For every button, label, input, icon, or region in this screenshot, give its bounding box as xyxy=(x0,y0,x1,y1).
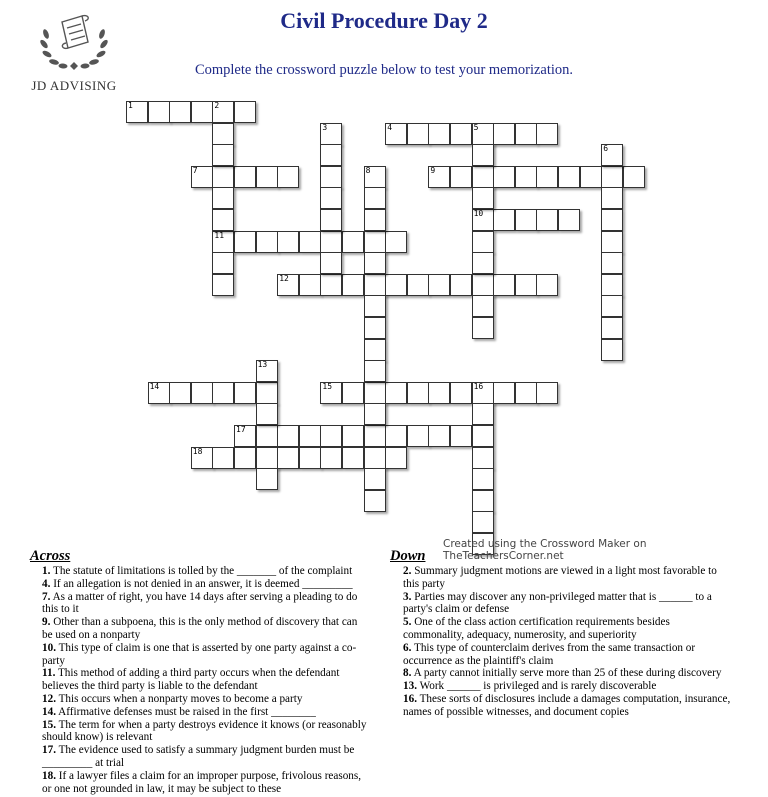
crossword-cell[interactable] xyxy=(256,166,278,188)
clue-number: 6 xyxy=(603,144,609,154)
crossword-cell[interactable] xyxy=(212,144,234,166)
clue-number: 18 xyxy=(192,446,203,456)
crossword-cell[interactable] xyxy=(212,123,234,145)
crossword-cell[interactable] xyxy=(364,403,386,425)
crossword-cell[interactable] xyxy=(191,447,213,469)
crossword-cell[interactable] xyxy=(320,382,342,404)
crossword-cell[interactable] xyxy=(493,382,515,404)
clue-number: 3 xyxy=(322,122,328,132)
crossword-cell[interactable] xyxy=(407,425,429,447)
clue-number: 10 xyxy=(473,209,484,218)
clue-item-text: Summary judgment motions are viewed in a light most favorable to this party xyxy=(403,565,717,590)
down-clue-list xyxy=(403,565,733,719)
crossword-cell[interactable] xyxy=(385,382,407,404)
clue-item-number: 4. xyxy=(42,577,51,590)
crossword-cell[interactable] xyxy=(450,425,472,447)
crossword-cell[interactable] xyxy=(385,425,407,447)
clue-number: 9 xyxy=(430,165,436,175)
crossword-cell[interactable] xyxy=(212,231,234,253)
clue-item-number: 2. xyxy=(403,565,412,577)
crossword-cell[interactable] xyxy=(472,231,494,253)
clue-number: 13 xyxy=(257,360,268,370)
crossword-cell[interactable] xyxy=(364,425,386,447)
clue-number: 1 xyxy=(128,101,133,110)
crossword-cell[interactable] xyxy=(493,166,515,188)
clue-item-text: This method of adding a third party occurs when the defendant believes the third party is liable to the defendant xyxy=(42,667,340,693)
crossword-cell[interactable] xyxy=(148,101,170,123)
clue-item xyxy=(403,591,733,617)
clue-item-text: One of the class action certification requirements besides commonality, adequacy, numerosity, and superiority xyxy=(403,616,670,641)
clue-item xyxy=(42,667,368,693)
crossword-cell[interactable] xyxy=(450,166,472,188)
crossword-cell[interactable] xyxy=(234,382,256,404)
crossword-cell[interactable] xyxy=(472,295,494,317)
crossword-cell[interactable] xyxy=(148,382,170,404)
crossword-cell[interactable] xyxy=(536,209,558,231)
crossword-cell[interactable] xyxy=(277,425,299,447)
crossword-cell[interactable] xyxy=(256,468,278,490)
crossword-cell[interactable] xyxy=(212,166,234,188)
clue-item xyxy=(403,667,733,680)
clue-item-number: 1. xyxy=(42,565,51,577)
crossword-cell[interactable] xyxy=(277,166,299,188)
crossword-cell[interactable] xyxy=(299,447,321,469)
clue-item-number: 8. xyxy=(403,667,412,680)
crossword-cell[interactable] xyxy=(364,382,386,404)
crossword-cell[interactable] xyxy=(364,209,386,231)
clue-item xyxy=(403,642,733,668)
crossword-cell[interactable] xyxy=(472,468,494,490)
clue-item-number: 7. xyxy=(42,590,51,603)
crossword-cell[interactable] xyxy=(234,447,256,469)
clue-item-text: The statute of limitations is tolled by the _______ of the complaint xyxy=(50,565,353,577)
crossword-cell[interactable] xyxy=(450,274,472,296)
crossword-cell[interactable] xyxy=(364,295,386,317)
crossword-cell[interactable] xyxy=(428,274,450,296)
crossword-cell[interactable] xyxy=(212,209,234,231)
crossword-cell[interactable] xyxy=(277,274,299,296)
crossword-cell[interactable] xyxy=(320,209,342,231)
clue-item-text: Other than a subpoena, this is the only method of discovery that can be used on a nonparty xyxy=(42,616,358,641)
crossword-cell[interactable] xyxy=(256,231,278,253)
clue-item xyxy=(403,693,733,719)
crossword-cell[interactable] xyxy=(364,490,386,512)
clue-item-text: This type of claim is one that is asserted by one party against a co-party xyxy=(42,641,357,667)
clue-item-text: As a matter of right, you have 14 days after serving a pleading to do this to it xyxy=(42,590,358,616)
clue-item-number: 12. xyxy=(42,692,56,705)
clue-item xyxy=(42,706,368,719)
clue-item-text: These sorts of disclosures include a damages computation, insurance, names of possible witnesses, and document copies xyxy=(403,692,731,718)
crossword-cell[interactable] xyxy=(342,231,364,253)
clue-number: 7 xyxy=(192,165,198,175)
crossword-cell[interactable] xyxy=(601,317,623,339)
crossword-cell[interactable] xyxy=(364,166,386,188)
clue-item-number: 18. xyxy=(42,769,56,782)
crossword-cell[interactable] xyxy=(234,166,256,188)
crossword-cell[interactable] xyxy=(472,187,494,209)
crossword-cell[interactable] xyxy=(472,317,494,339)
clue-item-number: 5. xyxy=(403,616,412,629)
clue-item-text: If a lawyer files a claim for an improper purpose, frivolous reasons, or one not grounded in law, it may be subject to these xyxy=(42,769,362,795)
crossword-cell[interactable] xyxy=(407,274,429,296)
crossword-cell[interactable] xyxy=(126,101,148,123)
crossword-cell[interactable] xyxy=(212,187,234,209)
crossword-cell[interactable] xyxy=(256,447,278,469)
clue-item-text: Parties may discover any non-privileged matter that is ______ to a party's claim or defense xyxy=(403,590,712,616)
crossword-cell[interactable] xyxy=(277,231,299,253)
crossword-cell[interactable] xyxy=(320,123,342,145)
clue-number: 11 xyxy=(214,230,225,240)
clue-item xyxy=(403,616,733,642)
crossword-cell[interactable] xyxy=(212,274,234,296)
crossword-cell[interactable] xyxy=(320,187,342,209)
crossword-cell[interactable] xyxy=(320,425,342,447)
crossword-cell[interactable] xyxy=(234,231,256,253)
crossword-cell[interactable] xyxy=(320,447,342,469)
crossword-cell[interactable] xyxy=(493,274,515,296)
clue-item-number: 15. xyxy=(42,718,56,731)
crossword-cell[interactable] xyxy=(472,144,494,166)
clue-item xyxy=(403,565,733,591)
crossword-cell[interactable] xyxy=(169,101,191,123)
clue-item xyxy=(42,693,368,706)
crossword-cell[interactable] xyxy=(234,425,256,447)
clue-number: 4 xyxy=(387,122,393,132)
crossword-cell[interactable] xyxy=(515,166,537,188)
crossword-cell[interactable] xyxy=(256,382,278,404)
crossword-cell[interactable] xyxy=(558,166,580,188)
clue-item-text: A party cannot initially serve more than 25 of these during discovery xyxy=(411,667,722,680)
crossword-cell[interactable] xyxy=(472,447,494,469)
clue-item-number: 3. xyxy=(403,590,412,603)
clue-number: 5 xyxy=(473,122,479,132)
clue-number: 16 xyxy=(473,381,484,391)
crossword-cell[interactable] xyxy=(299,231,321,253)
crossword-cell[interactable] xyxy=(428,425,450,447)
crossword-cell[interactable] xyxy=(364,339,386,361)
crossword-cell[interactable] xyxy=(212,382,234,404)
crossword-cell[interactable] xyxy=(623,166,645,188)
crossword-cell[interactable] xyxy=(342,447,364,469)
crossword-cell[interactable] xyxy=(472,382,494,404)
crossword-cell[interactable] xyxy=(536,382,558,404)
crossword-cell[interactable] xyxy=(364,468,386,490)
across-clue-list xyxy=(42,565,368,795)
crossword-cell[interactable] xyxy=(342,274,364,296)
clue-item-text: This occurs when a nonparty moves to become a party xyxy=(55,692,303,705)
page-subtitle: Complete the crossword puzzle below to test your memorization. xyxy=(194,62,574,78)
clue-number: 14 xyxy=(149,381,160,391)
clue-item xyxy=(403,680,733,693)
crossword-cell[interactable] xyxy=(472,274,494,296)
crossword-cell[interactable] xyxy=(428,166,450,188)
clue-item-number: 16. xyxy=(403,692,417,705)
clue-item-text: This type of counterclaim derives from the same transaction or occurrence as the plaintiff's claim xyxy=(403,641,696,667)
crossword-cell[interactable] xyxy=(601,166,623,188)
crossword-cell[interactable] xyxy=(428,123,450,145)
crossword-cell[interactable] xyxy=(277,447,299,469)
clue-number: 2 xyxy=(214,101,220,110)
crossword-cell[interactable] xyxy=(342,382,364,404)
clue-number: 12 xyxy=(279,273,289,283)
crossword-cell[interactable] xyxy=(385,123,407,145)
clue-item-text: Affirmative defenses must be raised in the first ________ xyxy=(55,705,316,718)
crossword-cell[interactable] xyxy=(385,231,407,253)
clue-item-text: The evidence used to satisfy a summary judgment burden must be _________ at trial xyxy=(42,744,355,769)
crossword-cell[interactable] xyxy=(493,209,515,231)
crossword-cell[interactable] xyxy=(601,231,623,253)
crossword-cell[interactable] xyxy=(320,274,342,296)
clue-number: 8 xyxy=(365,165,371,175)
crossword-cell[interactable] xyxy=(472,123,494,145)
crossword-cell[interactable] xyxy=(256,360,278,382)
crossword-cell[interactable] xyxy=(320,144,342,166)
crossword-cell[interactable] xyxy=(212,252,234,274)
crossword-cell[interactable] xyxy=(364,317,386,339)
clue-item-text: Work ______ is privileged and is rarely discoverable xyxy=(416,680,657,693)
crossword-cell[interactable] xyxy=(364,447,386,469)
crossword-cell[interactable] xyxy=(450,382,472,404)
crossword-cell[interactable] xyxy=(515,123,537,145)
crossword-cell[interactable] xyxy=(407,123,429,145)
crossword-cell[interactable] xyxy=(191,382,213,404)
crossword-cell[interactable] xyxy=(472,403,494,425)
crossword-cell[interactable] xyxy=(428,382,450,404)
crossword-cell[interactable] xyxy=(256,403,278,425)
crossword-cell[interactable] xyxy=(536,123,558,145)
crossword-cell[interactable] xyxy=(191,166,213,188)
crossword-cell[interactable] xyxy=(234,101,256,123)
crossword-cell[interactable] xyxy=(299,425,321,447)
clue-number: 17 xyxy=(236,425,246,434)
crossword-cell[interactable] xyxy=(601,252,623,274)
logo-text: JD ADVISING xyxy=(31,78,117,93)
crossword-cell[interactable] xyxy=(493,123,515,145)
crossword-cell[interactable] xyxy=(601,209,623,231)
crossword-cell[interactable] xyxy=(342,425,364,447)
credit-line: Created using the Crossword Maker on TheTeachersCorner.net xyxy=(443,538,647,562)
crossword-cell[interactable] xyxy=(212,447,234,469)
crossword-cell[interactable] xyxy=(601,144,623,166)
crossword-cell[interactable] xyxy=(472,511,494,533)
crossword-cell[interactable] xyxy=(364,252,386,274)
clue-item-number: 11. xyxy=(42,667,56,680)
clue-item xyxy=(42,616,368,642)
clue-item xyxy=(42,770,368,796)
crossword-cell[interactable] xyxy=(299,274,321,296)
crossword-cell[interactable] xyxy=(472,209,494,231)
crossword-cell[interactable] xyxy=(364,231,386,253)
down-heading: Down xyxy=(390,548,426,564)
crossword-cell[interactable] xyxy=(450,123,472,145)
clue-item xyxy=(42,565,368,578)
clue-item-number: 9. xyxy=(42,616,51,629)
clue-item xyxy=(42,642,368,668)
crossword-cell[interactable] xyxy=(364,274,386,296)
crossword-cell[interactable] xyxy=(536,166,558,188)
crossword-cell[interactable] xyxy=(472,166,494,188)
crossword-cell[interactable] xyxy=(515,274,537,296)
crossword-cell[interactable] xyxy=(169,382,191,404)
crossword-cell[interactable] xyxy=(212,101,234,123)
crossword-cell[interactable] xyxy=(472,490,494,512)
clue-item-text: If an allegation is not denied in an answer, it is deemed _________ xyxy=(50,577,353,590)
crossword-cell[interactable] xyxy=(364,187,386,209)
crossword-cell[interactable] xyxy=(385,274,407,296)
clue-item-number: 10. xyxy=(42,641,56,654)
crossword-cell[interactable] xyxy=(320,252,342,274)
crossword-cell[interactable] xyxy=(515,209,537,231)
clue-item-number: 13. xyxy=(403,680,417,693)
crossword-cell[interactable] xyxy=(601,274,623,296)
crossword-cell[interactable] xyxy=(601,187,623,209)
crossword-cell[interactable] xyxy=(385,447,407,469)
clue-item xyxy=(42,719,368,745)
clue-item-number: 6. xyxy=(403,641,412,654)
clue-item-number: 14. xyxy=(42,705,56,718)
crossword-cell[interactable] xyxy=(472,252,494,274)
crossword-cell[interactable] xyxy=(364,360,386,382)
across-heading: Across xyxy=(30,548,71,564)
clue-item-text: The term for when a party destroys evidence it knows (or reasonably should know) is relevant xyxy=(42,718,367,744)
crossword-cell[interactable] xyxy=(472,425,494,447)
clue-item xyxy=(42,744,368,770)
crossword-cell[interactable] xyxy=(320,231,342,253)
crossword-cell[interactable] xyxy=(601,339,623,361)
crossword-cell[interactable] xyxy=(320,166,342,188)
crossword-cell[interactable] xyxy=(601,295,623,317)
clue-number: 15 xyxy=(322,381,333,391)
page-title: Civil Procedure Day 2 xyxy=(280,8,488,33)
crossword-cell[interactable] xyxy=(558,209,580,231)
crossword-cell[interactable] xyxy=(580,166,602,188)
clue-item-number: 17. xyxy=(42,744,56,757)
crossword-cell[interactable] xyxy=(256,425,278,447)
crossword-cell[interactable] xyxy=(407,382,429,404)
crossword-cell[interactable] xyxy=(515,382,537,404)
clue-item xyxy=(42,591,368,617)
crossword-cell[interactable] xyxy=(536,274,558,296)
clue-item xyxy=(42,578,368,591)
crossword-cell[interactable] xyxy=(191,101,213,123)
